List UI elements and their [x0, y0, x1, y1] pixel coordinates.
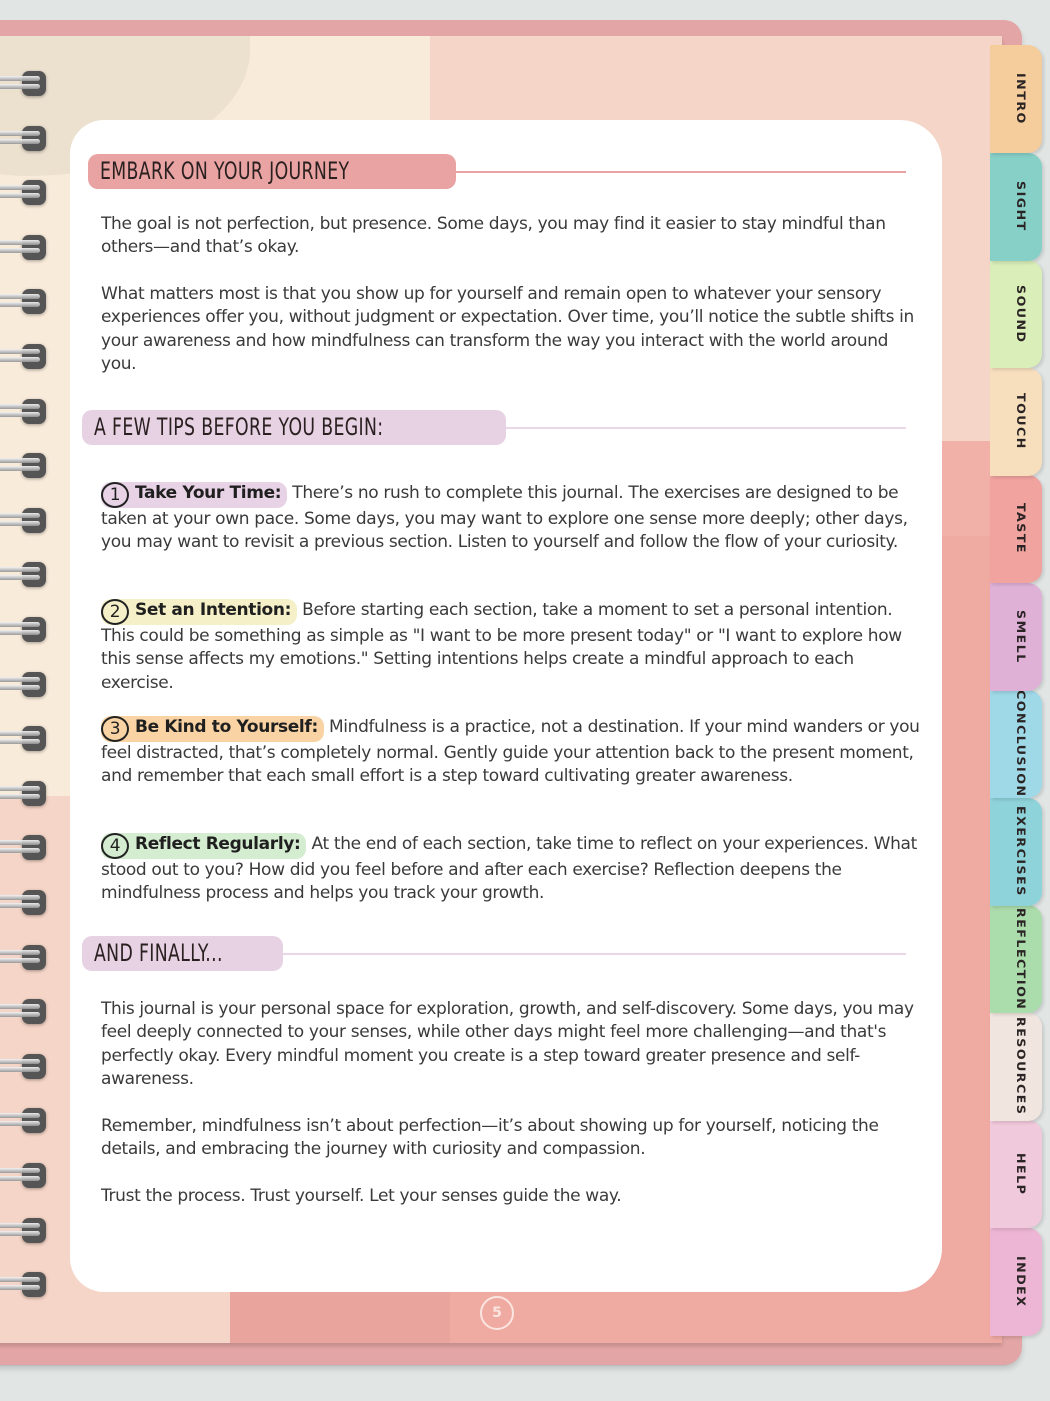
tab-intro[interactable] — [990, 45, 1042, 153]
tab-label: CONCLUSION — [1013, 690, 1027, 798]
heading-divider — [456, 171, 906, 173]
spiral-ring — [0, 1162, 48, 1188]
tab-taste[interactable] — [990, 475, 1042, 583]
section-heading-tips — [88, 410, 906, 445]
notebook-page — [0, 36, 1002, 1343]
tab-label: TOUCH — [1013, 393, 1027, 450]
tip-label — [101, 599, 297, 625]
spiral-ring — [0, 1107, 48, 1133]
tab-smell[interactable] — [990, 583, 1042, 691]
spiral-ring — [0, 944, 48, 970]
section-heading-finally — [88, 936, 906, 971]
tab-sound[interactable] — [990, 260, 1042, 368]
number-badge: 2 — [101, 599, 129, 625]
tip-text: There’s no rush to complete this journal. The exercises are designed to be taken at your own pace. Some days, you may want to explore one sense more deeply; other days, you may want to revisit a previous section. Listen to yourself and follow the flow of your curiosity. — [101, 483, 908, 553]
tip-title: Set an Intention: — [135, 600, 292, 620]
spiral-ring — [0, 616, 48, 642]
tip-item-1 — [101, 482, 921, 555]
spiral-ring — [0, 780, 48, 806]
spiral-ring — [0, 1217, 48, 1243]
tip-item-4 — [101, 833, 921, 906]
tip-text: Before starting each section, take a moment to set a personal intention. This could be something as simple as "I want to be more present today" or "I want to explore how this sense affects my emotions." Setting intentions helps create a mindful approach to each exercise. — [101, 600, 902, 693]
tip-item-3 — [101, 716, 921, 789]
tab-label: SMELL — [1013, 609, 1027, 664]
heading-text: AND FINALLY... — [94, 939, 223, 967]
section-heading-embark — [88, 154, 906, 189]
paragraph: Trust the process. Trust yourself. Let your senses guide the way. — [101, 1186, 622, 1206]
number-badge: 3 — [101, 716, 129, 742]
spiral-ring — [0, 179, 48, 205]
heading-pill — [82, 936, 283, 971]
tip-label — [101, 716, 324, 742]
spiral-ring — [0, 561, 48, 587]
spiral-ring — [0, 725, 48, 751]
tip-title: Take Your Time: — [135, 483, 282, 503]
tab-sight[interactable] — [990, 153, 1042, 261]
spiral-ring — [0, 452, 48, 478]
tab-label: SOUND — [1013, 284, 1027, 344]
tip-title: Reflect Regularly: — [135, 834, 301, 854]
heading-divider — [283, 953, 906, 955]
spiral-ring — [0, 834, 48, 860]
tab-touch[interactable] — [990, 368, 1042, 476]
spiral-ring — [0, 398, 48, 424]
tip-item-2 — [101, 599, 921, 695]
paragraph: What matters most is that you show up for yourself and remain open to whatever your sensory experiences offer you, without judgment or expectation. Over time, you’ll notice the subtle shifts in your awareness and how mindfulness can transform the way you interact with the world around you. — [101, 284, 914, 375]
tip-label — [101, 833, 306, 859]
tip-text: At the end of each section, take time to reflect on your experiences. What stood out to you? How did you feel before and after each exercise? Reflection deepens the mindfulness process and helps you track your growth. — [101, 834, 917, 904]
tip-label — [101, 482, 287, 508]
paragraph: The goal is not perfection, but presence. Some days, you may find it easier to stay mindful than others—and that’s okay. — [101, 214, 886, 258]
spiral-ring — [0, 70, 48, 96]
tip-title: Be Kind to Yourself: — [135, 717, 318, 737]
tab-label: REFLECTION — [1013, 907, 1027, 1011]
tab-index[interactable] — [990, 1228, 1042, 1336]
tab-conclusion[interactable] — [990, 690, 1042, 798]
heading-pill — [82, 410, 506, 445]
heading-divider — [506, 427, 906, 429]
tab-label: INTRO — [1013, 73, 1027, 125]
heading-text: A FEW TIPS BEFORE YOU BEGIN: — [94, 413, 384, 441]
paragraph: Remember, mindfulness isn’t about perfection—it’s about showing up for yourself, noticing the details, and embracing the journey with curiosity and compassion. — [101, 1116, 879, 1160]
spiral-ring — [0, 288, 48, 314]
tab-label: EXERCISES — [1013, 806, 1027, 897]
heading-text: EMBARK ON YOUR JOURNEY — [100, 157, 350, 185]
tab-label: SIGHT — [1013, 181, 1027, 232]
spiral-ring — [0, 343, 48, 369]
tab-label: RESOURCES — [1013, 1017, 1027, 1116]
tab-label: TASTE — [1013, 503, 1027, 555]
number-badge: 1 — [101, 482, 129, 508]
tab-label: HELP — [1013, 1152, 1027, 1196]
number-badge: 4 — [101, 833, 129, 859]
spiral-ring — [0, 998, 48, 1024]
spiral-ring — [0, 125, 48, 151]
spiral-ring — [0, 1271, 48, 1297]
tab-resources[interactable] — [990, 1013, 1042, 1121]
paragraph: This journal is your personal space for exploration, growth, and self-discovery. Some days, you may feel deeply connected to your senses, while other days might feel more challenging—and that's perfectly okay. Every mindful moment you create is a step toward greater presence and self-awareness. — [101, 999, 914, 1090]
spiral-ring — [0, 1053, 48, 1079]
page-number-badge: 5 — [480, 1296, 514, 1330]
heading-pill — [88, 154, 456, 189]
tab-exercises[interactable] — [990, 798, 1042, 906]
spiral-ring — [0, 234, 48, 260]
content-card — [70, 120, 942, 1292]
tab-help[interactable] — [990, 1120, 1042, 1228]
tab-reflection[interactable] — [990, 905, 1042, 1013]
tab-label: INDEX — [1013, 1255, 1027, 1308]
spiral-ring — [0, 889, 48, 915]
tip-text: Mindfulness is a practice, not a destination. If your mind wanders or you feel distracted, that’s completely normal. Gently guide your attention back to the present moment, and remember that each small effort is a step toward cultivating greater awareness. — [101, 717, 920, 787]
spiral-ring — [0, 671, 48, 697]
spiral-ring — [0, 507, 48, 533]
